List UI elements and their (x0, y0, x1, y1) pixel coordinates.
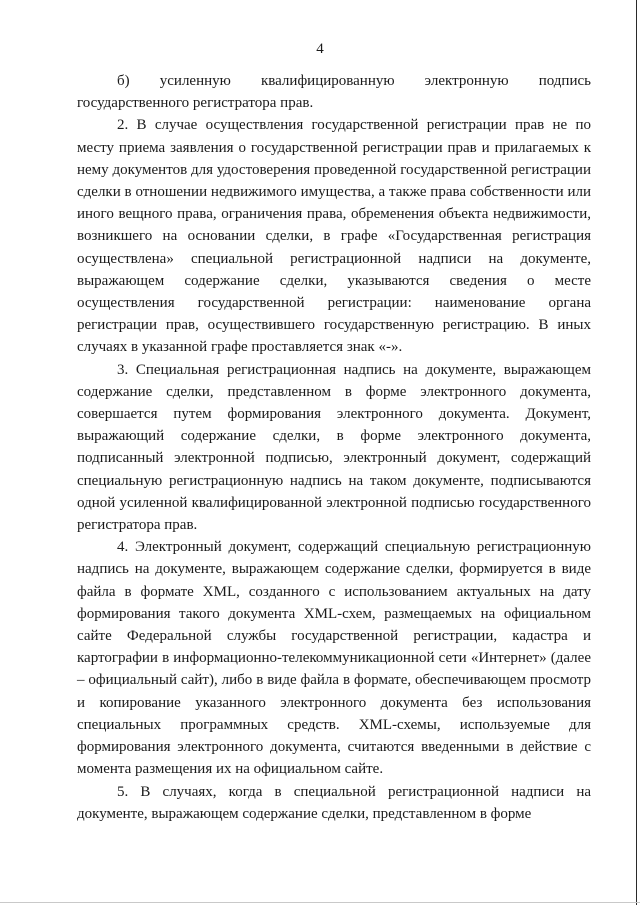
page-number: 4 (316, 41, 324, 57)
document-body (77, 70, 591, 825)
paragraph-2: 2. В случае осуществления государственной регистрации прав не по месту приема заявления о государственной регистрации прав и прилагаемых к нему документов для удостоверения проведенной государственной регистрации сделки в отношении недвижимого имущества, а также права собственности или иного вещного права, ограничения права, обременения объекта недвижимости, возникшего на основании сделки, в графе «Государственная регистрация осуществлена» специальной регистрационной надписи на документе, выражающем содержание сделки, указываются сведения о месте осуществления государственной регистрации: наименование органа регистрации прав, осуществившего государственную регистрацию. В иных случаях в указанной графе проставляется знак «-». (77, 117, 591, 356)
scan-edge-bottom (0, 902, 640, 903)
paragraph-3: 3. Специальная регистрационная надпись на документе, выражающем содержание сделки, представленном в форме электронного документа, совершается путем формирования электронного документа. Документ, выражающий содержание сделки, в форме электронного документа, подписанный электронной подписью, электронный документ, содержащий специальную регистрационную надпись на таком документе, подписываются одной усиленной квалифицированной электронной подписью государственного регистратора прав. (77, 361, 591, 534)
paragraph-4: 4. Электронный документ, содержащий специальную регистрационную надпись на документе, выражающем содержание сделки, формируется в виде файла в формате XML, созданного с использованием актуальных на дату формирования такого документа XML-схем, размещаемых на официальном сайте Федеральной службы государственной регистрации, кадастра и картографии в информационно-телекоммуникационной сети «Интернет» (далее – официальный сайт), либо в виде файла в формате, обеспечивающем просмотр и копирование указанного электронного документа без использования специальных программных средств. XML-схемы, используемые для формирования электронного документа, считаются введенными в действие с момента размещения их на официальном сайте. (77, 539, 591, 778)
paragraph-5: 5. В случаях, когда в специальной регистрационной надписи на документе, выражающем содержание сделки, представленном в форме (77, 783, 591, 822)
scan-edge-right (636, 0, 637, 905)
paragraph-1: б) усиленную квалифицированную электронную подпись государственного регистратора прав. (77, 73, 591, 112)
